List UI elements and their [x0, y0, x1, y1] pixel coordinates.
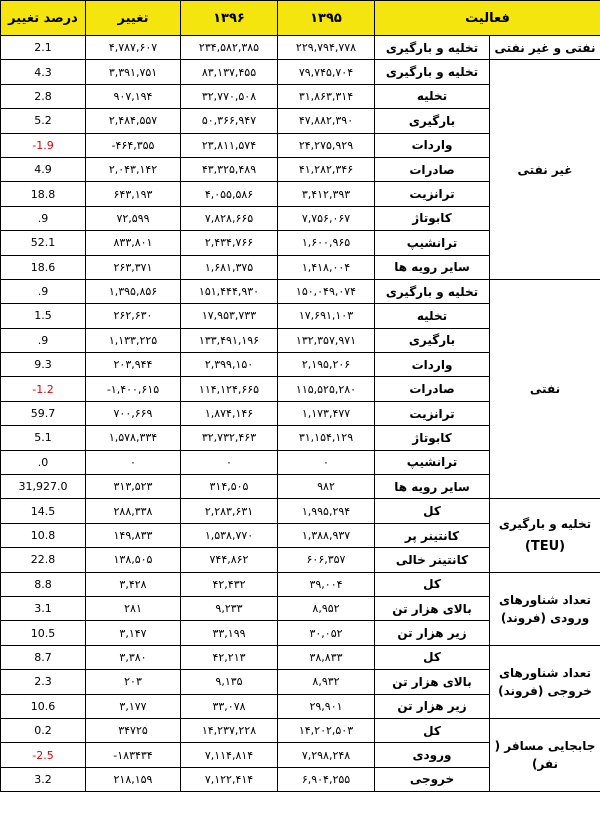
change-cell: ۷۰۰,۶۶۹: [86, 401, 181, 425]
group-label-text: نفتی: [529, 382, 561, 397]
table-row: [1, 645, 600, 669]
change-cell: ۲,۰۴۳,۱۴۲: [86, 157, 181, 181]
value-1396-cell: ۹,۲۳۳: [181, 596, 278, 620]
sub-activity-cell: ترانزیت: [375, 182, 490, 206]
table-row: [1, 60, 600, 84]
value-1396-cell: ۲,۲۸۳,۶۳۱: [181, 499, 278, 523]
change-cell: ۳۱۳,۵۲۳: [86, 475, 181, 499]
group-label: [490, 279, 600, 499]
change-cell: ۳۴۷۲۵: [86, 718, 181, 742]
value-1396-cell: ۲,۳۹۹,۱۵۰: [181, 353, 278, 377]
value-1396-cell: ۳۲,۷۷۰,۵۰۸: [181, 84, 278, 108]
percent-change-cell: .9: [1, 279, 86, 303]
value-1396-cell: ۷,۱۱۴,۸۱۴: [181, 743, 278, 767]
value-1395-cell: ۱,۱۷۳,۴۷۷: [278, 401, 375, 425]
group-label: [490, 60, 600, 280]
value-1396-cell: ۴۳,۳۲۵,۴۸۹: [181, 157, 278, 181]
value-1395-cell: ۸,۹۵۲: [278, 596, 375, 620]
sub-activity-cell: بارگیری: [375, 109, 490, 133]
change-cell: ۲۰۳: [86, 670, 181, 694]
percent-change-cell: .0: [1, 450, 86, 474]
value-1395-cell: ۲,۱۹۵,۲۰۶: [278, 353, 375, 377]
change-cell: ۳,۴۲۸: [86, 572, 181, 596]
value-1395-cell: ۱,۳۸۸,۹۳۷: [278, 523, 375, 547]
value-1396-cell: ۷,۱۲۲,۴۱۴: [181, 767, 278, 791]
group-label-text: تعداد شناورهای ورودی (فروند): [498, 592, 592, 625]
value-1396-cell: ۴۲,۲۱۳: [181, 645, 278, 669]
group-label-text: نفتی و غیر نفتی: [494, 40, 596, 55]
change-cell: ۳,۱۴۷: [86, 621, 181, 645]
change-cell: ۱۳۸,۵۰۵: [86, 548, 181, 572]
percent-change-cell: 2.3: [1, 670, 86, 694]
value-1395-cell: ۲۲۹,۷۹۴,۷۷۸: [278, 36, 375, 60]
percent-change-cell: 0.2: [1, 718, 86, 742]
percent-change-cell: .9: [1, 328, 86, 352]
value-1396-cell: ۸۳,۱۳۷,۴۵۵: [181, 60, 278, 84]
sub-activity-cell: ترانشیپ: [375, 231, 490, 255]
value-1395-cell: ۳,۴۱۲,۳۹۳: [278, 182, 375, 206]
percent-change-cell: 4.9: [1, 157, 86, 181]
percent-change-cell: 2.8: [1, 84, 86, 108]
percent-change-cell: 18.8: [1, 182, 86, 206]
percent-change-cell: 5.2: [1, 109, 86, 133]
change-cell: ۲۸۸,۳۳۸: [86, 499, 181, 523]
value-1396-cell: ۱,۶۸۱,۳۷۵: [181, 255, 278, 279]
table-row: [1, 279, 600, 303]
value-1396-cell: ۱,۸۷۴,۱۴۶: [181, 401, 278, 425]
value-1396-cell: ۳۳,۱۹۹: [181, 621, 278, 645]
percent-change-cell: -1.2: [1, 377, 86, 401]
change-cell: ۰: [86, 450, 181, 474]
change-cell: ۱,۱۳۳,۲۲۵: [86, 328, 181, 352]
header-year-1395: ۱۳۹۵: [278, 1, 375, 36]
value-1396-cell: ۱۴,۲۳۷,۲۲۸: [181, 718, 278, 742]
value-1396-cell: ۳۲,۷۳۲,۴۶۳: [181, 426, 278, 450]
percent-change-cell: 4.3: [1, 60, 86, 84]
sub-activity-cell: خروجی: [375, 767, 490, 791]
value-1396-cell: ۷,۸۲۸,۶۶۵: [181, 206, 278, 230]
change-cell: ۳,۳۹۱,۷۵۱: [86, 60, 181, 84]
value-1395-cell: ۴۱,۲۸۲,۳۴۶: [278, 157, 375, 181]
percent-change-cell: .9: [1, 206, 86, 230]
sub-activity-cell: زیر هزار تن: [375, 694, 490, 718]
sub-activity-cell: بالای هزار تن: [375, 670, 490, 694]
value-1395-cell: ۱۱۵,۵۲۵,۲۸۰: [278, 377, 375, 401]
sub-activity-cell: بالای هزار تن: [375, 596, 490, 620]
value-1396-cell: ۲۳,۸۱۱,۵۷۴: [181, 133, 278, 157]
sub-activity-cell: کل: [375, 645, 490, 669]
group-label: [490, 645, 600, 718]
change-cell: ۸۳۳,۸۰۱: [86, 231, 181, 255]
value-1395-cell: ۸,۹۳۲: [278, 670, 375, 694]
percent-change-cell: 10.5: [1, 621, 86, 645]
percent-change-cell: 8.8: [1, 572, 86, 596]
sub-activity-cell: زیر هزار تن: [375, 621, 490, 645]
percent-change-cell: 10.6: [1, 694, 86, 718]
value-1396-cell: ۱۳۳,۴۹۱,۱۹۶: [181, 328, 278, 352]
value-1396-cell: ۲۳۴,۵۸۲,۳۸۵: [181, 36, 278, 60]
value-1396-cell: ۷۴۴,۸۶۲: [181, 548, 278, 572]
group-label-text: تخلیه و بارگیری: [498, 516, 592, 531]
sub-activity-cell: واردات: [375, 133, 490, 157]
percent-change-cell: 52.1: [1, 231, 86, 255]
percent-change-cell: 2.1: [1, 36, 86, 60]
value-1396-cell: ۰: [181, 450, 278, 474]
sub-activity-cell: تخلیه: [375, 84, 490, 108]
change-cell: ۱,۵۷۸,۳۳۴: [86, 426, 181, 450]
value-1396-cell: ۴,۰۵۵,۵۸۶: [181, 182, 278, 206]
value-1396-cell: ۲,۴۳۴,۷۶۶: [181, 231, 278, 255]
sub-activity-cell: کانتینر خالی: [375, 548, 490, 572]
sub-activity-cell: کانتینر پر: [375, 523, 490, 547]
group-label: [490, 572, 600, 645]
value-1396-cell: ۱۷,۹۵۳,۷۳۳: [181, 304, 278, 328]
sub-activity-cell: کل: [375, 499, 490, 523]
change-cell: ۲۰۳,۹۴۴: [86, 353, 181, 377]
percent-change-cell: 3.1: [1, 596, 86, 620]
value-1395-cell: ۱۳۲,۳۵۷,۹۷۱: [278, 328, 375, 352]
table-row: [1, 36, 600, 60]
sub-activity-cell: واردات: [375, 353, 490, 377]
value-1395-cell: ۴۷,۸۸۲,۳۹۰: [278, 109, 375, 133]
change-cell: ۹۰۷,۱۹۴: [86, 84, 181, 108]
header-activity: فعالیت: [375, 1, 600, 36]
percent-change-cell: 9.3: [1, 353, 86, 377]
value-1396-cell: ۳۱۴,۵۰۵: [181, 475, 278, 499]
table-row: [1, 572, 600, 596]
percent-change-cell: 18.6: [1, 255, 86, 279]
sub-activity-cell: ترانشیپ: [375, 450, 490, 474]
value-1395-cell: ۱,۶۰۰,۹۶۵: [278, 231, 375, 255]
header-year-1396: ۱۳۹۶: [181, 1, 278, 36]
change-cell: ۲۸۱: [86, 596, 181, 620]
value-1395-cell: ۲۹,۹۰۱: [278, 694, 375, 718]
sub-activity-cell: ورودی: [375, 743, 490, 767]
group-label-text: تعداد شناورهای خروجی (فروند): [498, 665, 592, 698]
table-row: [1, 499, 600, 523]
percent-change-cell: 8.7: [1, 645, 86, 669]
percent-change-cell: 10.8: [1, 523, 86, 547]
sub-activity-cell: کابوتاژ: [375, 426, 490, 450]
value-1395-cell: ۷۹,۷۴۵,۷۰۴: [278, 60, 375, 84]
change-cell: ۱۴۹,۸۳۳: [86, 523, 181, 547]
group-unit-label: (TEU): [524, 538, 566, 554]
sub-activity-cell: صادرات: [375, 377, 490, 401]
table-body: [1, 36, 600, 792]
header-percent-change: درصد تغییر: [1, 1, 86, 36]
sub-activity-cell: ترانزیت: [375, 401, 490, 425]
sub-activity-cell: سایر رویه ها: [375, 255, 490, 279]
group-label: [490, 36, 600, 60]
value-1395-cell: ۷,۷۵۶,۰۶۷: [278, 206, 375, 230]
value-1395-cell: ۳۸,۸۳۳: [278, 645, 375, 669]
value-1395-cell: ۳۰,۰۵۲: [278, 621, 375, 645]
sub-activity-cell: تخلیه و بارگیری: [375, 279, 490, 303]
change-cell: ۳,۳۸۰: [86, 645, 181, 669]
change-cell: -۱۸۳۴۳۴: [86, 743, 181, 767]
change-cell: -۴۶۴,۳۵۵: [86, 133, 181, 157]
percent-change-cell: 59.7: [1, 401, 86, 425]
value-1396-cell: ۱,۵۳۸,۷۷۰: [181, 523, 278, 547]
value-1395-cell: ۱۷,۶۹۱,۱۰۳: [278, 304, 375, 328]
group-label: [490, 499, 600, 572]
sub-activity-cell: صادرات: [375, 157, 490, 181]
value-1396-cell: ۴۲,۴۳۲: [181, 572, 278, 596]
sub-activity-cell: بارگیری: [375, 328, 490, 352]
change-cell: -۱,۴۰۰,۶۱۵: [86, 377, 181, 401]
change-cell: ۲۱۸,۱۵۹: [86, 767, 181, 791]
change-cell: ۲۶۳,۳۷۱: [86, 255, 181, 279]
change-cell: ۲۶۲,۶۳۰: [86, 304, 181, 328]
header-row: [1, 1, 600, 36]
value-1395-cell: ۷,۲۹۸,۲۴۸: [278, 743, 375, 767]
group-label: [490, 718, 600, 791]
change-cell: ۶۴۳,۱۹۳: [86, 182, 181, 206]
change-cell: ۲,۴۸۴,۵۵۷: [86, 109, 181, 133]
value-1396-cell: ۱۱۴,۱۲۴,۶۶۵: [181, 377, 278, 401]
percent-change-cell: 3.2: [1, 767, 86, 791]
sub-activity-cell: تخلیه و بارگیری: [375, 60, 490, 84]
value-1395-cell: ۱,۴۱۸,۰۰۴: [278, 255, 375, 279]
sub-activity-cell: کل: [375, 572, 490, 596]
change-cell: ۱,۳۹۵,۸۵۶: [86, 279, 181, 303]
table-row: [1, 718, 600, 742]
value-1395-cell: ۱,۹۹۵,۲۹۴: [278, 499, 375, 523]
group-label-text: غیر نفتی: [517, 162, 573, 177]
group-label-text: جابجایی مسافر ( نفر): [494, 739, 596, 772]
percent-change-cell: 31,927.0: [1, 475, 86, 499]
sub-activity-cell: تخلیه: [375, 304, 490, 328]
value-1395-cell: ۶,۹۰۴,۲۵۵: [278, 767, 375, 791]
change-cell: ۴,۷۸۷,۶۰۷: [86, 36, 181, 60]
header-change: تغییر: [86, 1, 181, 36]
percent-change-cell: 22.8: [1, 548, 86, 572]
value-1395-cell: ۳۱,۸۶۳,۳۱۴: [278, 84, 375, 108]
percent-change-cell: -2.5: [1, 743, 86, 767]
change-cell: ۷۲,۵۹۹: [86, 206, 181, 230]
percent-change-cell: -1.9: [1, 133, 86, 157]
value-1395-cell: ۶۰۶,۳۵۷: [278, 548, 375, 572]
sub-activity-cell: کل: [375, 718, 490, 742]
value-1395-cell: ۳۹,۰۰۴: [278, 572, 375, 596]
value-1395-cell: ۱۵۰,۰۴۹,۰۷۴: [278, 279, 375, 303]
value-1395-cell: ۲۴,۲۷۵,۹۲۹: [278, 133, 375, 157]
value-1395-cell: ۱۴,۲۰۲,۵۰۳: [278, 718, 375, 742]
value-1396-cell: ۱۵۱,۴۴۴,۹۳۰: [181, 279, 278, 303]
percent-change-cell: 1.5: [1, 304, 86, 328]
value-1395-cell: ۳۱,۱۵۴,۱۲۹: [278, 426, 375, 450]
value-1395-cell: ۰: [278, 450, 375, 474]
percent-change-cell: 14.5: [1, 499, 86, 523]
sub-activity-cell: کابوتاژ: [375, 206, 490, 230]
percent-change-cell: 5.1: [1, 426, 86, 450]
sub-activity-cell: تخلیه و بارگیری: [375, 36, 490, 60]
value-1396-cell: ۹,۱۳۵: [181, 670, 278, 694]
value-1396-cell: ۳۳,۰۷۸: [181, 694, 278, 718]
sub-activity-cell: سایر رویه ها: [375, 475, 490, 499]
value-1396-cell: ۵۰,۳۶۶,۹۴۷: [181, 109, 278, 133]
value-1395-cell: ۹۸۲: [278, 475, 375, 499]
change-cell: ۳,۱۷۷: [86, 694, 181, 718]
